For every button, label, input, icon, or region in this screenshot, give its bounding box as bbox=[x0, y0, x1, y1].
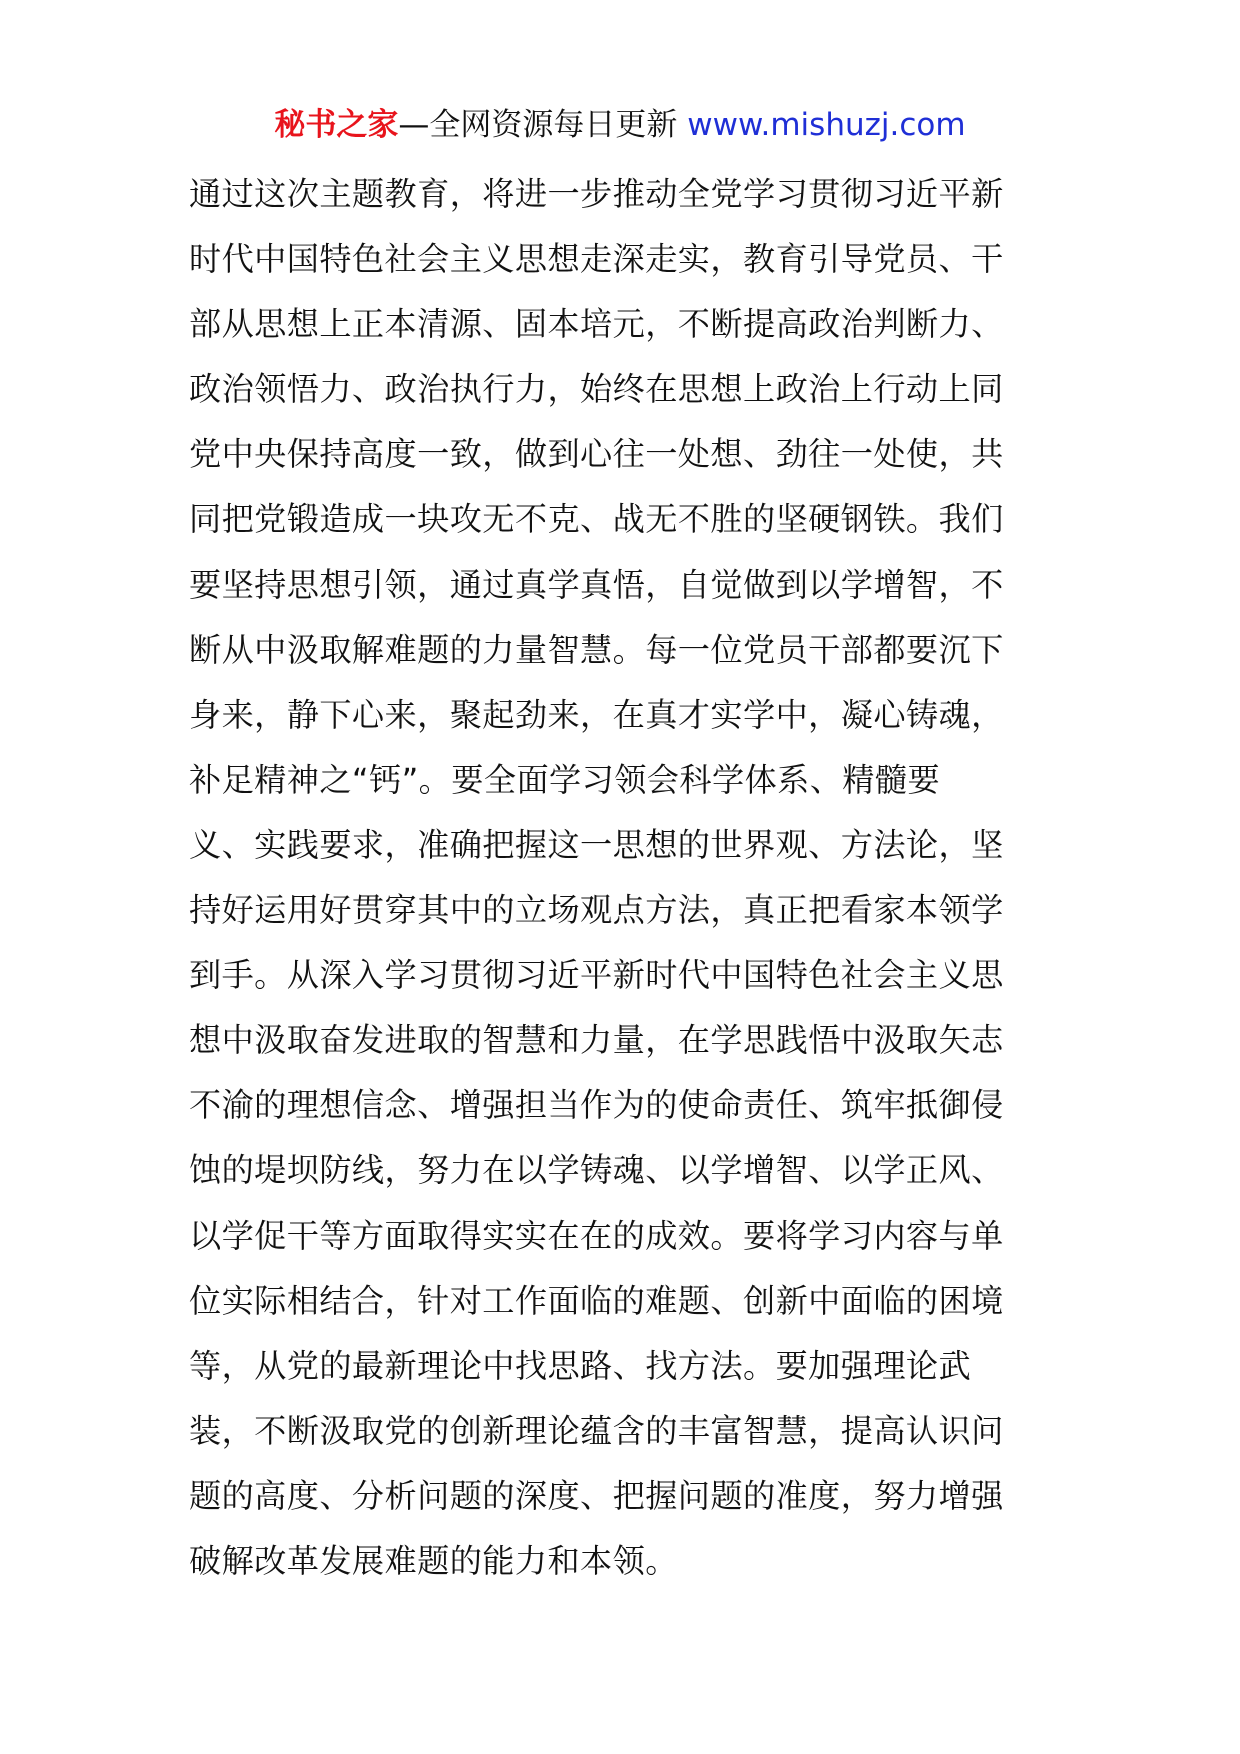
text-line: 同把党锻造成一块攻无不克、战无不胜的坚硬钢铁。我们 bbox=[189, 500, 1004, 539]
text-line: 以学促干等方面取得实实在在的成效。要将学习内容与单 bbox=[189, 1216, 1004, 1255]
text-line: 题的高度、分析问题的深度、把握问题的准度，努力增强 bbox=[189, 1476, 1004, 1515]
text-line: 党中央保持高度一致，做到心往一处想、劲往一处使，共 bbox=[189, 435, 1004, 474]
text-line: 等，从党的最新理论中找思路、找方法。要加强理论武 bbox=[189, 1346, 972, 1385]
text-line: 不渝的理想信念、增强担当作为的使命责任、筑牢抵御侵 bbox=[189, 1086, 1004, 1125]
text-line: 补足精神之“钙”。要全面学习领会科学体系、精髓要 bbox=[189, 760, 941, 799]
text-line: 政治领悟力、政治执行力，始终在思想上政治上行动上同 bbox=[189, 370, 1004, 409]
text-line: 装，不断汲取党的创新理论蕴含的丰富智慧，提高认识问 bbox=[189, 1411, 1004, 1450]
text-line: 要坚持思想引领，通过真学真悟，自觉做到以学增智，不 bbox=[189, 565, 1004, 604]
text-line: 蚀的堤坝防线，努力在以学铸魂、以学增智、以学正风、 bbox=[189, 1151, 1004, 1190]
text-line: 位实际相结合，针对工作面临的难题、创新中面临的困境 bbox=[189, 1281, 1004, 1320]
text-line: 时代中国特色社会主义思想走深走实，教育引导党员、干 bbox=[189, 240, 1004, 279]
text-line: 想中汲取奋发进取的智慧和力量，在学思践悟中汲取矢志 bbox=[189, 1021, 1004, 1060]
text-line: 断从中汲取解难题的力量智慧。每一位党员干部都要沉下 bbox=[189, 630, 1004, 669]
header-tagline: —全网资源每日更新 bbox=[398, 107, 688, 143]
text-line: 到手。从深入学习贯彻习近平新时代中国特色社会主义思 bbox=[189, 956, 1004, 995]
website-url[interactable]: www.mishuzj.com bbox=[687, 107, 966, 143]
text-line: 身来，静下心来，聚起劲来，在真才实学中，凝心铸魂， bbox=[189, 695, 1004, 734]
text-line: 持好运用好贯穿其中的立场观点方法，真正把看家本领学 bbox=[189, 891, 1004, 930]
body-paragraph bbox=[189, 162, 1059, 1594]
text-line: 通过这次主题教育，将进一步推动全党学习贯彻习近平新 bbox=[189, 175, 1004, 213]
text-line: 部从思想上正本清源、固本培元，不断提高政治判断力、 bbox=[189, 305, 1004, 344]
page-header bbox=[0, 100, 1240, 150]
brand-name: 秘书之家 bbox=[274, 107, 399, 143]
text-line: 破解改革发展难题的能力和本领。 bbox=[189, 1541, 678, 1580]
text-line: 义、实践要求，准确把握这一思想的世界观、方法论，坚 bbox=[189, 825, 1004, 864]
